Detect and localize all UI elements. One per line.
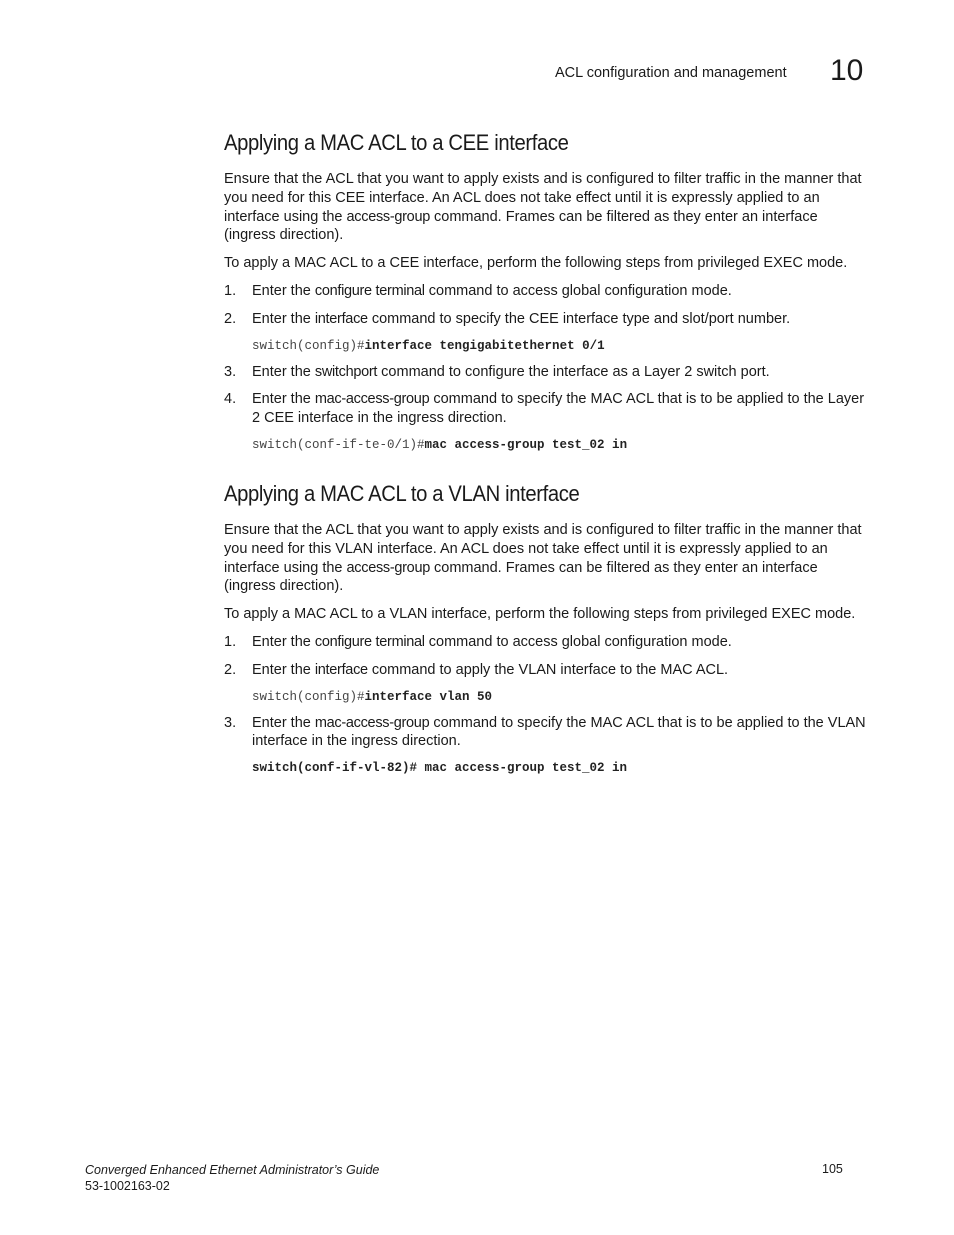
list-item: 2. Enter the interface command to apply the VLAN interface to the MAC ACL. <box>224 661 729 678</box>
running-header: ACL configuration and management <box>555 65 787 81</box>
keyword: switchport <box>314 363 378 380</box>
keyword: interface <box>314 661 368 678</box>
keyword: access-group <box>346 559 430 576</box>
list-item: 3. Enter the mac-access-group command to specify the MAC ACL that is to be applied to the VLAN interface in the ingress direction. <box>224 714 866 750</box>
step-number: 4. <box>224 391 237 408</box>
page-content <box>224 130 870 785</box>
list-item: 1. Enter the configure terminal command to access global configuration mode. <box>224 633 732 650</box>
keyword: access-group <box>346 208 430 225</box>
keyword: configure terminal <box>314 282 425 299</box>
footer-title: Converged Enhanced Ethernet Administrator’s Guide <box>85 1163 380 1177</box>
steps-list <box>224 714 870 752</box>
section-cee <box>224 130 870 453</box>
section-vlan <box>224 481 870 776</box>
list-item: 1. Enter the configure terminal command to access global configuration mode. <box>224 282 732 299</box>
steps-list <box>224 363 870 428</box>
code-example: switch(config)#interface tengigabitethernet 0/1 <box>252 338 605 353</box>
code-example: switch(conf-if-te-0/1)#mac access-group test_02 in <box>252 437 628 452</box>
keyword: configure terminal <box>314 633 425 650</box>
chapter-number: 10 <box>830 54 864 87</box>
steps-list <box>224 282 870 329</box>
steps-list <box>224 633 870 680</box>
step-number: 2. <box>224 661 237 678</box>
paragraph: To apply a MAC ACL to a CEE interface, perform the following steps from privileged EXEC mode. <box>224 255 848 272</box>
step-number: 1. <box>224 633 237 650</box>
footer-docnum: 53-1002163-02 <box>85 1179 170 1193</box>
code-example: switch(conf-if-vl-82)# mac access-group test_02 in <box>252 761 628 776</box>
step-number: 2. <box>224 310 237 327</box>
list-item: 4. Enter the mac-access-group command to specify the MAC ACL that is to be applied to the Layer 2 CEE interface in the ingress direction. <box>224 391 865 427</box>
paragraph: Ensure that the ACL that you want to apply exists and is configured to filter traffic in the manner that you need for this CEE interface. An ACL does not take effect until it is expressly applied to an interface using the access-group command. Frames can be filtered as they enter an interface (ingress direction). <box>224 171 862 244</box>
section-title: Applying a MAC ACL to a VLAN interface <box>224 480 580 506</box>
keyword: mac-access-group <box>314 391 430 408</box>
code-example: switch(config)#interface vlan 50 <box>252 689 493 704</box>
footer <box>85 1162 379 1194</box>
step-number: 3. <box>224 363 237 380</box>
step-number: 1. <box>224 282 237 299</box>
list-item: 3. Enter the switchport command to configure the interface as a Layer 2 switch port. <box>224 363 770 380</box>
keyword: mac-access-group <box>314 714 430 731</box>
page-number: 105 <box>822 1162 843 1176</box>
step-number: 3. <box>224 714 237 731</box>
list-item: 2. Enter the interface command to specify the CEE interface type and slot/port number. <box>224 310 791 327</box>
paragraph: To apply a MAC ACL to a VLAN interface, perform the following steps from privileged EXEC mode. <box>224 606 856 623</box>
paragraph: Ensure that the ACL that you want to apply exists and is configured to filter traffic in the manner that you need for this VLAN interface. An ACL does not take effect until it is expressly applied to an interface using the access-group command. Frames can be filtered as they enter an interface (ingress direction). <box>224 521 862 595</box>
section-title: Applying a MAC ACL to a CEE interface <box>224 130 569 155</box>
keyword: interface <box>314 310 368 327</box>
